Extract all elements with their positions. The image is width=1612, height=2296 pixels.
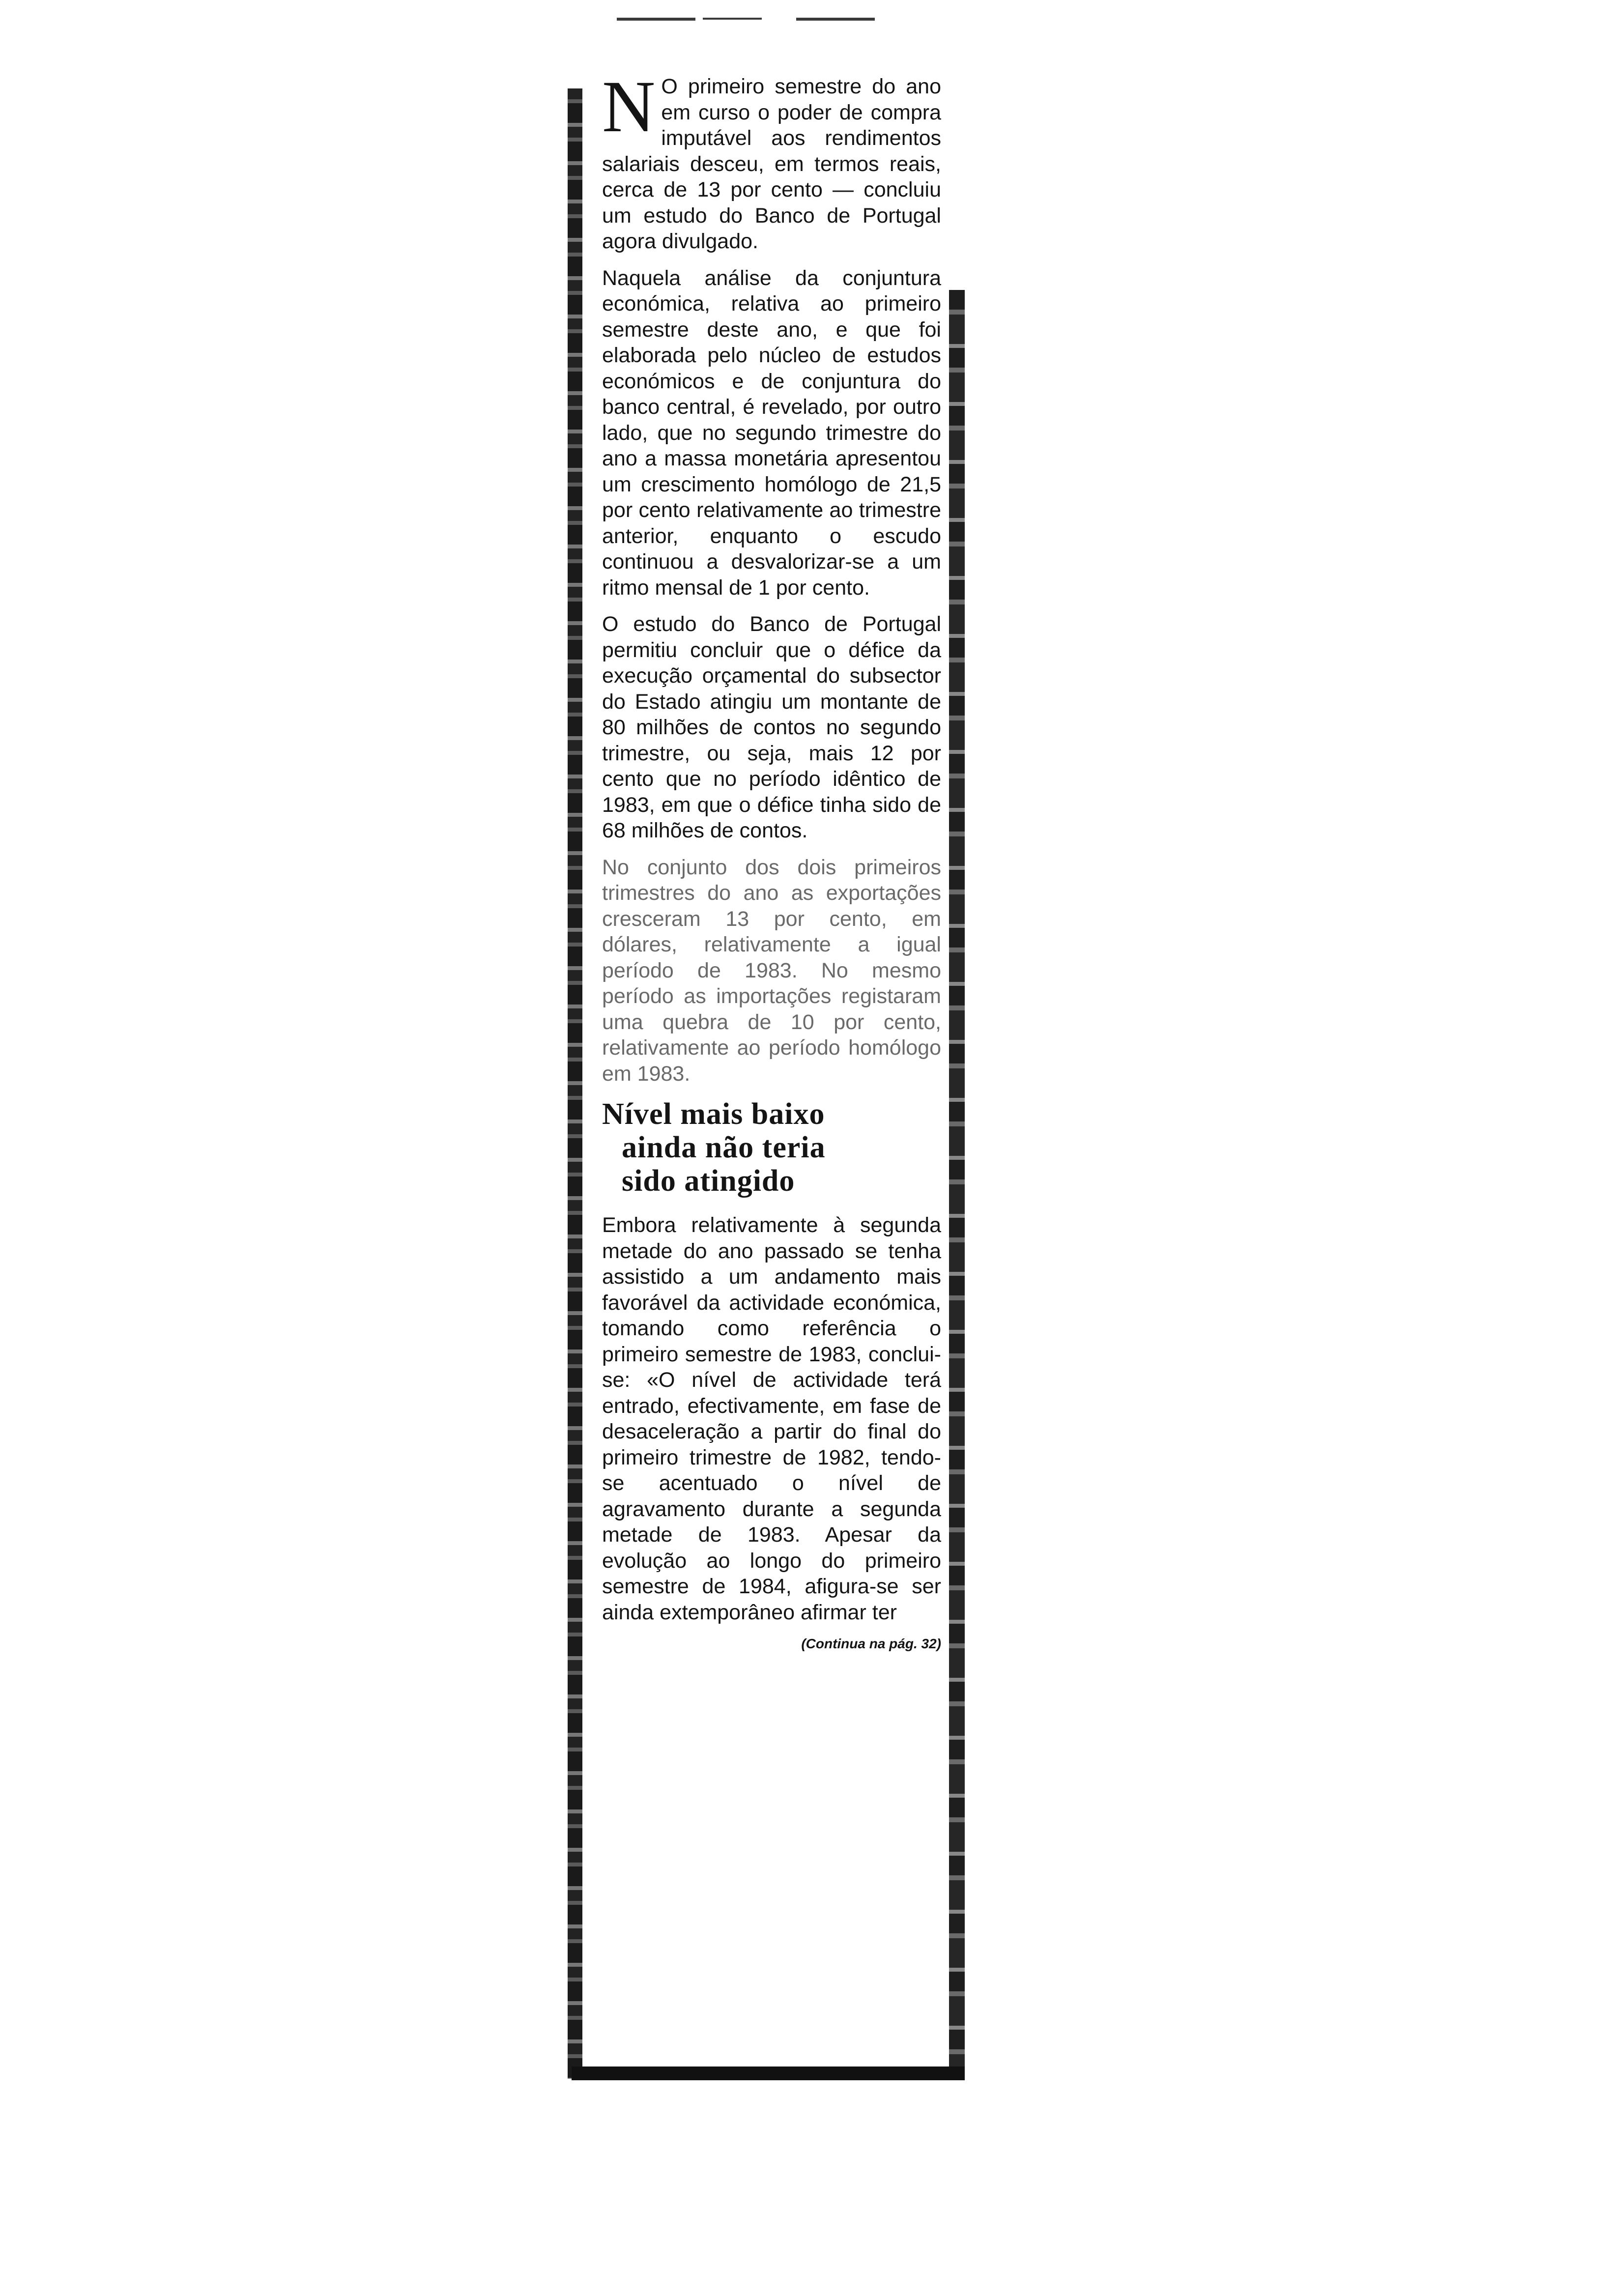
scan-mark	[703, 18, 762, 20]
drop-cap: N	[602, 66, 656, 147]
heading-line: sido atingido	[622, 1164, 795, 1198]
heading-line: ainda não teria	[622, 1131, 826, 1164]
paragraph: Naquela análise da conjuntura económica, relativa ao primeiro semestre deste ano, e que foi elaborada pelo núcleo de estudos económicos e de conjuntura do banco central, é revelado, por outro lado, que no segundo trimestre do ano a massa monetária apresentou um crescimento homólogo de 21,5 por cento relativamente ao trimestre anterior, enquanto o escudo continuou a desvalorizar-se a um ritmo mensal de 1 por cento.	[602, 266, 941, 600]
paragraph: O estudo do Banco de Portugal permitiu concluir que o défice da execução orçamental do subsector do Estado atingiu um montante de 80 milhões de contos no segundo trimestre, ou seja, mais 12 por cento que no período idêntico de 1983, em que o défice tinha sido de 68 milhões de contos.	[602, 612, 941, 842]
scan-edge-right	[949, 290, 965, 2079]
article-column	[602, 66, 941, 1652]
heading-line: Nível mais baixo	[602, 1097, 825, 1131]
scan-mark	[617, 18, 695, 21]
bottom-rule	[572, 2066, 965, 2080]
scan-mark	[796, 18, 875, 21]
paragraph: Embora relativamente à segunda metade do ano passado se tenha assistido a um andamento mais favorável da actividade económica, tomando como referência o primeiro semestre de 1983, conclui-se: «O nível de actividade terá entrado, efectivamente, em fase de desaceleração a partir do final do primeiro trimestre de 1982, tendo-se acentuado o nível de agravamento durante a segunda metade de 1983. Apesar da evolução ao longo do primeiro semestre de 1984, afigura-se ser ainda extemporâneo afirmar ter	[602, 1213, 941, 1624]
paragraph: No conjunto dos dois primeiros trimestres do ano as exportações cresceram 13 por cento, em dólares, relativamente a igual período de 1983. No mesmo período as importações registaram uma quebra de 10 por cento, relativamente ao período homólogo em 1983.	[602, 855, 941, 1086]
lead-paragraph	[602, 66, 941, 255]
scan-edge-left	[568, 88, 582, 2079]
lead-paragraph-text: O primeiro semestre do ano em curso o poder de compra imputável aos rendimentos salariais desceu, em termos reais, cerca de 13 por cento — concluiu um estudo do Banco de Portugal agora divulgado.	[602, 75, 941, 253]
newspaper-clipping	[568, 66, 966, 2086]
section-heading	[602, 1097, 941, 1198]
continuation-note: (Continua na pág. 32)	[801, 1636, 941, 1651]
